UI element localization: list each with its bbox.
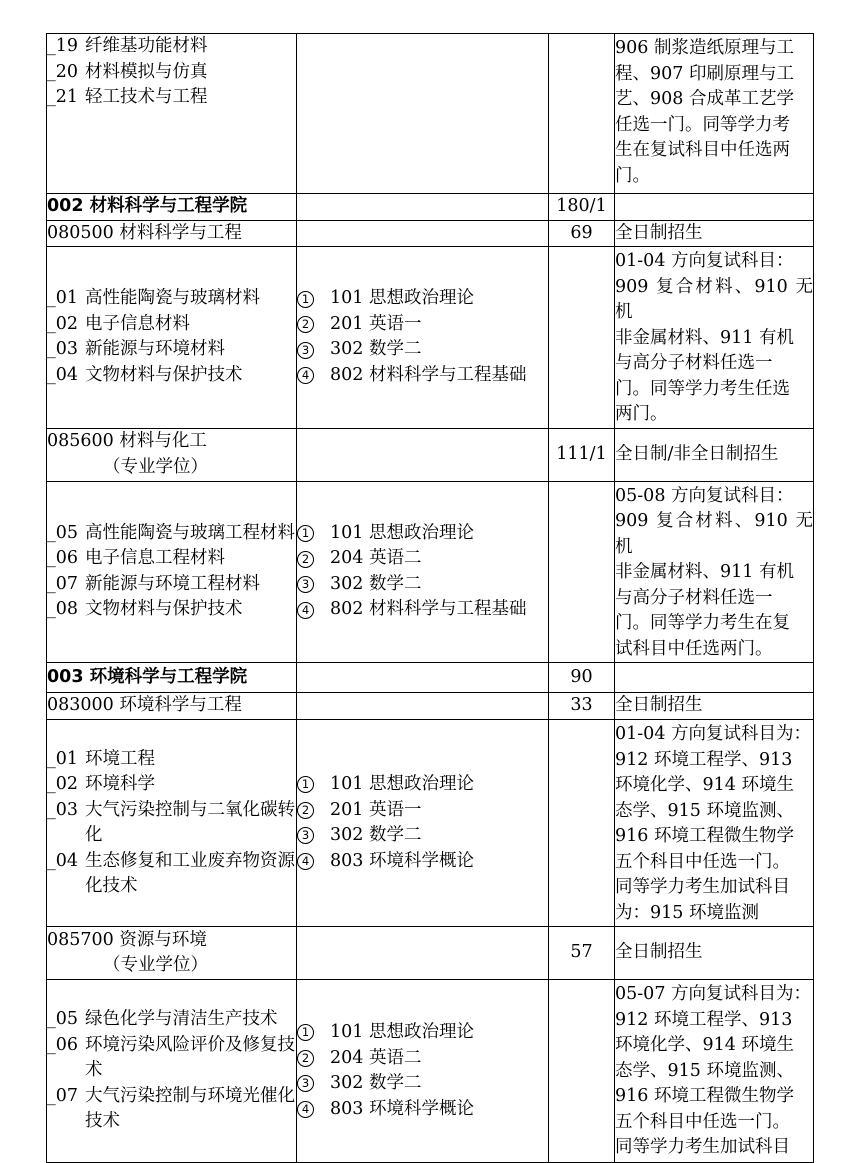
exam-item <box>297 363 548 389</box>
exam-subjects <box>297 481 549 663</box>
exam-subject: 204 英语二 <box>330 1047 422 1068</box>
direction-name: 文物材料与保护技术 <box>85 599 243 620</box>
note-line: 916 环境工程微生物学 <box>615 1086 794 1106</box>
exam-subject: 101 思想政治理论 <box>330 288 474 309</box>
note-line: 909 复合材料、910 无机 <box>615 511 813 557</box>
major-row <box>47 428 814 481</box>
note-line: 与高分子材料任选一 <box>615 353 773 373</box>
empty-cell <box>297 693 549 720</box>
note-line: 门。 <box>615 165 650 186</box>
empty-cell <box>615 194 814 221</box>
direction-name: 环境污染风险评价及修复技术 <box>85 1034 295 1081</box>
exam-subject: 802 材料科学与工程基础 <box>330 599 527 620</box>
empty-cell <box>615 663 814 693</box>
exam-item <box>297 546 548 572</box>
direction-item <box>47 521 296 547</box>
enrollment-count: 90 <box>549 663 615 693</box>
direction-code: _20 <box>47 61 79 82</box>
note-line: 为：915 环境监测 <box>615 902 759 923</box>
note-line: 非金属材料、911 有机 <box>615 562 794 582</box>
retest-notes <box>615 247 814 429</box>
note-line: 艺、908 合成革工艺学 <box>615 89 794 109</box>
circled-number-icon: 2 <box>297 1050 314 1067</box>
empty-cell <box>549 481 615 663</box>
direction-code: _06 <box>47 548 79 569</box>
direction-code: _07 <box>47 1085 79 1106</box>
direction-row <box>47 980 814 1163</box>
study-mode: 全日制招生 <box>615 927 814 980</box>
exam-item <box>297 572 548 598</box>
major-name <box>47 428 297 481</box>
note-line: 01-04 方向复试科目： <box>615 251 794 271</box>
major-row <box>47 927 814 980</box>
direction-code: _05 <box>47 1009 79 1030</box>
direction-code: _21 <box>47 87 79 107</box>
direction-row <box>47 481 814 663</box>
note-line: 同等学力考生加试科目 <box>615 1137 790 1157</box>
exam-item <box>297 597 548 623</box>
exam-subject: 201 英语一 <box>330 313 422 334</box>
exam-item <box>297 1020 548 1046</box>
exam-subject: 302 数学二 <box>330 573 422 594</box>
circled-number-icon: 2 <box>297 316 314 333</box>
research-directions <box>47 481 297 663</box>
exam-subject: 201 英语一 <box>330 799 422 820</box>
retest-notes <box>615 34 814 194</box>
note-line: 非金属材料、911 有机 <box>615 327 794 348</box>
admissions-catalog-table <box>46 33 814 1163</box>
empty-cell <box>297 194 549 221</box>
exam-subjects <box>297 247 549 429</box>
circled-number-icon: 2 <box>297 551 314 568</box>
empty-cell <box>297 220 549 247</box>
college-row <box>47 663 814 693</box>
major-name <box>47 927 297 980</box>
direction-name: 高性能陶瓷与玻璃材料 <box>85 288 260 309</box>
direction-name: 纤维基功能材料 <box>85 36 208 56</box>
direction-code: _03 <box>47 339 79 360</box>
direction-item <box>47 597 296 623</box>
college-row <box>47 194 814 221</box>
enrollment-count: 111/1 <box>549 428 615 481</box>
note-line: 门。同等学力考生任选 <box>615 378 790 399</box>
exam-subjects <box>297 980 549 1163</box>
direction-name: 高性能陶瓷与玻璃工程材料 <box>85 522 295 543</box>
direction-item <box>47 1033 296 1084</box>
direction-name: 大气污染控制与二氧化碳转化 <box>85 799 295 845</box>
note-line: 环境化学、914 环境生 <box>615 1035 794 1055</box>
direction-code: _08 <box>47 599 79 620</box>
exam-item <box>297 823 548 849</box>
exam-subject: 101 思想政治理论 <box>330 522 474 543</box>
exam-subjects <box>297 720 549 927</box>
enrollment-count: 69 <box>549 220 615 247</box>
exam-item <box>297 337 548 363</box>
note-line: 环境化学、914 环境生 <box>615 775 794 795</box>
direction-item <box>47 849 296 900</box>
direction-item <box>47 363 296 389</box>
direction-item <box>47 312 296 338</box>
note-line: 同等学力考生加试科目 <box>615 877 790 897</box>
circled-number-icon: 1 <box>297 291 314 308</box>
direction-name: 大气污染控制与环境光催化技术 <box>85 1085 295 1132</box>
exam-item <box>297 1071 548 1097</box>
note-line: 两门。 <box>615 404 668 424</box>
direction-name: 环境工程 <box>85 748 155 769</box>
exam-subject: 803 环境科学概论 <box>330 1098 474 1119</box>
exam-item <box>297 312 548 338</box>
circled-number-icon: 4 <box>297 853 314 870</box>
direction-code: _01 <box>47 288 79 309</box>
empty-cell <box>297 927 549 980</box>
direction-item <box>47 1084 296 1135</box>
circled-number-icon: 1 <box>297 776 314 793</box>
retest-notes <box>615 720 814 927</box>
retest-notes <box>615 481 814 663</box>
circled-number-icon: 3 <box>297 827 314 844</box>
degree-type: （专业学位） <box>103 456 208 477</box>
note-line: 916 环境工程微生物学 <box>615 826 794 846</box>
major-name <box>47 220 297 247</box>
exam-subject: 101 思想政治理论 <box>330 774 474 794</box>
exam-item <box>297 798 548 824</box>
circled-number-icon: 3 <box>297 342 314 359</box>
note-line: 与高分子材料任选一 <box>615 587 773 608</box>
exam-item <box>297 772 548 798</box>
direction-name: 新能源与环境材料 <box>85 339 225 360</box>
note-line: 912 环境工程学、913 <box>615 749 793 770</box>
direction-code: _07 <box>47 573 79 594</box>
direction-code: _19 <box>47 36 79 56</box>
major-code-name: 085600 材料与化工 <box>47 431 207 451</box>
circled-number-icon: 4 <box>297 367 314 384</box>
study-mode: 全日制招生 <box>615 220 814 247</box>
note-line: 生在复试科目中任选两 <box>615 140 790 160</box>
direction-item <box>47 34 296 60</box>
note-line: 01-04 方向复试科目为： <box>615 724 812 744</box>
major-row <box>47 220 814 247</box>
direction-item <box>47 286 296 312</box>
major-row <box>47 693 814 720</box>
study-mode: 全日制/非全日制招生 <box>615 428 814 481</box>
direction-item <box>47 772 296 798</box>
circled-number-icon: 1 <box>297 525 314 542</box>
retest-notes <box>615 980 814 1163</box>
circled-number-icon: 3 <box>297 1075 314 1092</box>
major-code-name: 080500 材料科学与工程 <box>47 222 242 243</box>
direction-name: 绿色化学与清洁生产技术 <box>85 1009 278 1030</box>
direction-row <box>47 720 814 927</box>
direction-item <box>47 572 296 598</box>
research-directions <box>47 247 297 429</box>
empty-cell <box>549 720 615 927</box>
catalog-body <box>47 34 814 1163</box>
exam-item <box>297 849 548 875</box>
exam-item <box>297 1097 548 1123</box>
note-line: 任选一门。同等学力考 <box>615 114 790 135</box>
exam-subject: 204 英语二 <box>330 548 422 569</box>
note-line: 05-07 方向复试科目为： <box>615 984 812 1004</box>
direction-item <box>47 1007 296 1033</box>
circled-number-icon: 4 <box>297 1101 314 1118</box>
exam-subject: 803 环境科学概论 <box>330 850 474 871</box>
direction-code: _05 <box>47 522 79 543</box>
note-line: 五个科目中任选一门。 <box>615 1111 790 1132</box>
note-line: 态学、915 环境监测、 <box>615 1060 794 1081</box>
empty-cell <box>297 428 549 481</box>
direction-code: _02 <box>47 774 79 794</box>
direction-item <box>47 747 296 773</box>
empty-cell <box>549 980 615 1163</box>
note-line: 门。同等学力考生在复 <box>615 613 790 633</box>
exam-subject: 302 数学二 <box>330 825 422 845</box>
study-mode: 全日制招生 <box>615 693 814 720</box>
empty-cell <box>549 34 615 194</box>
direction-code: _06 <box>47 1034 79 1055</box>
exam-item <box>297 1046 548 1072</box>
degree-type: （专业学位） <box>103 955 208 975</box>
circled-number-icon: 3 <box>297 576 314 593</box>
direction-name: 材料模拟与仿真 <box>85 61 208 82</box>
direction-name: 轻工技术与工程 <box>85 87 208 107</box>
exam-subject: 302 数学二 <box>330 1073 422 1093</box>
exam-subjects <box>297 34 549 194</box>
direction-name: 电子信息工程材料 <box>85 548 225 569</box>
note-line: 五个科目中任选一门。 <box>615 851 790 872</box>
direction-code: _04 <box>47 850 79 871</box>
note-line: 912 环境工程学、913 <box>615 1009 793 1030</box>
circled-number-icon: 2 <box>297 802 314 819</box>
exam-subject: 302 数学二 <box>330 339 422 360</box>
direction-item <box>47 60 296 86</box>
note-line: 试科目中任选两门。 <box>615 638 773 659</box>
exam-subject: 101 思想政治理论 <box>330 1022 474 1042</box>
college-name: 002 材料科学与工程学院 <box>47 194 297 221</box>
note-line: 态学、915 环境监测、 <box>615 800 794 821</box>
exam-subject: 802 材料科学与工程基础 <box>330 364 527 385</box>
college-name: 003 环境科学与工程学院 <box>47 663 297 693</box>
circled-number-icon: 1 <box>297 1024 314 1041</box>
direction-row <box>47 247 814 429</box>
direction-code: _03 <box>47 799 79 820</box>
direction-row <box>47 34 814 194</box>
enrollment-count: 180/1 <box>549 194 615 221</box>
note-line: 05-08 方向复试科目： <box>615 485 794 506</box>
note-line: 程、907 印刷原理与工 <box>615 63 794 84</box>
exam-item <box>297 521 548 547</box>
research-directions <box>47 34 297 194</box>
note-line: 906 制浆造纸原理与工 <box>615 38 794 58</box>
major-code-name: 083000 环境科学与工程 <box>47 695 242 716</box>
enrollment-count: 33 <box>549 693 615 720</box>
exam-item <box>297 286 548 312</box>
empty-cell <box>549 247 615 429</box>
direction-name: 电子信息材料 <box>85 313 190 334</box>
research-directions <box>47 980 297 1163</box>
note-line: 909 复合材料、910 无机 <box>615 276 813 322</box>
major-code-name: 085700 资源与环境 <box>47 929 207 950</box>
research-directions <box>47 720 297 927</box>
empty-cell <box>297 663 549 693</box>
direction-name: 新能源与环境工程材料 <box>85 573 260 594</box>
direction-name: 文物材料与保护技术 <box>85 364 243 385</box>
major-name <box>47 693 297 720</box>
direction-code: _02 <box>47 313 79 334</box>
direction-name: 环境科学 <box>85 774 155 794</box>
direction-item <box>47 546 296 572</box>
direction-code: _01 <box>47 748 79 769</box>
direction-item <box>47 85 296 111</box>
direction-item <box>47 798 296 849</box>
direction-name: 生态修复和工业废弃物资源化技术 <box>85 850 295 896</box>
circled-number-icon: 4 <box>297 602 314 619</box>
direction-code: _04 <box>47 364 79 385</box>
direction-item <box>47 337 296 363</box>
enrollment-count: 57 <box>549 927 615 980</box>
